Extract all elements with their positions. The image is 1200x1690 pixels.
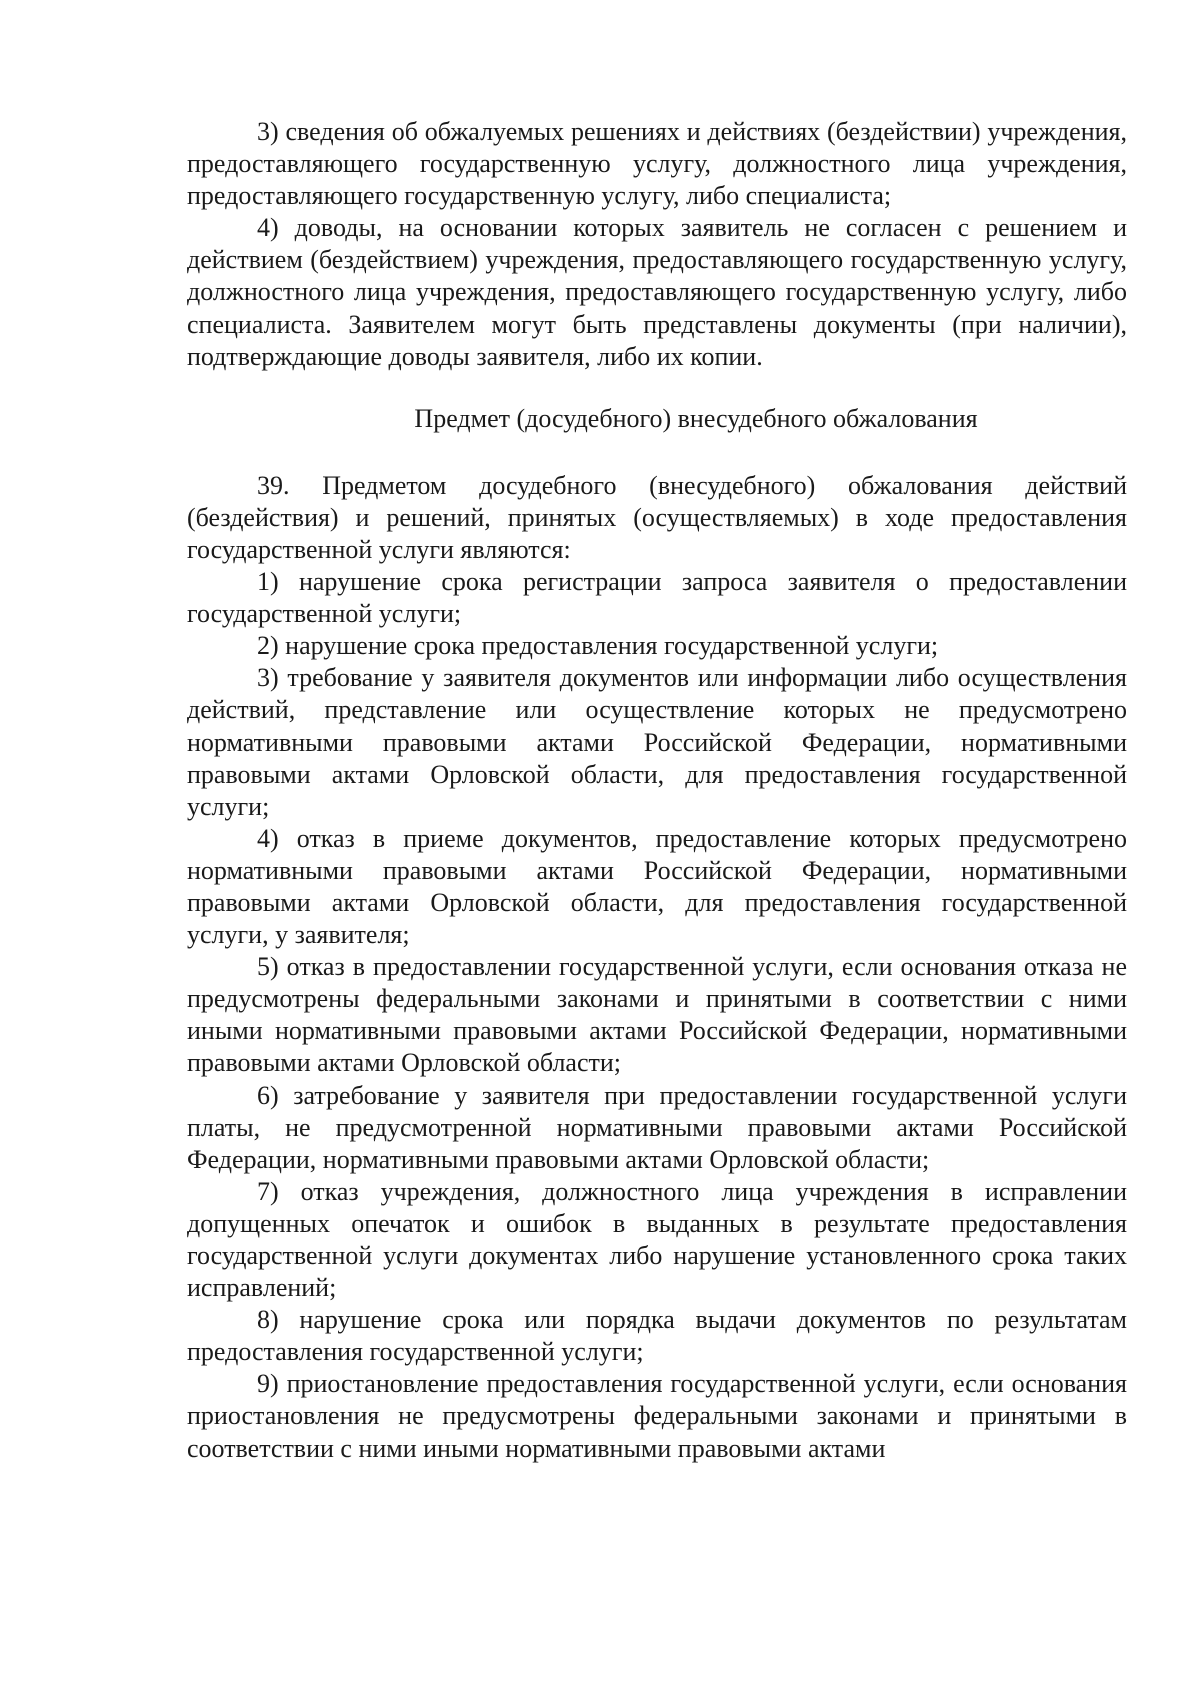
list-item-3: 3) требование у заявителя документов или информации либо осуществления действий, представление или осуществление которых не предусмотрено нормативными правовыми актами Российской Федерации, нормативными правовыми актами Орловской области, для предоставления государственной услуги;: [187, 663, 1127, 821]
paragraph-39: 39. Предметом досудебного (внесудебного) обжалования действий (бездействия) и решений, принятых (осуществляемых) в ходе предоставления государственной услуги являются:: [187, 470, 1127, 564]
list-item-2: 2) нарушение срока предоставления государственной услуги;: [257, 631, 939, 661]
list-item-7: 7) отказ учреждения, должностного лица учреждения в исправлении допущенных опечаток и ошибок в выданных в результате предоставления государственной услуги документах либо нарушение установленного срока таких исправлений;: [187, 1176, 1127, 1303]
list-item-5: 5) отказ в предоставлении государственной услуги, если основания отказа не предусмотрены федеральными законами и принятыми в соответствии с ними иными нормативными правовыми актами Российской Федерации, нормативными правовыми актами Орловской области;: [187, 952, 1127, 1078]
list-item-4: 4) отказ в приеме документов, предоставление которых предусмотрено нормативными правовыми актами Российской Федерации, нормативными правовыми актами Орловской области, для предоставления государственной услуги, у заявителя;: [187, 823, 1127, 950]
paragraph-item-4: 4) доводы, на основании которых заявитель не согласен с решением и действием (бездействием) учреждения, предоставляющего государственную услугу, должностного лица учреждения, предоставляющего государственную услугу, либо специалиста. Заявителем могут быть представлены документы (при наличии), подтверждающие доводы заявителя, либо их копии.: [187, 213, 1127, 371]
document-body: [187, 116, 1127, 1465]
list-item-8: 8) нарушение срока или порядка выдачи документов по результатам предоставления государственной услуги;: [187, 1305, 1127, 1367]
section-heading: Предмет (досудебного) внесудебного обжалования: [414, 403, 978, 433]
list-item-6: 6) затребование у заявителя при предоставлении государственной услуги платы, не предусмотренной нормативными правовыми актами Российской Федерации, нормативными правовыми актами Орловской области;: [187, 1080, 1127, 1174]
paragraph-item-3: 3) сведения об обжалуемых решениях и действиях (бездействии) учреждения, предоставляющего государственную услугу, должностного лица учреждения, предоставляющего государственную услугу, либо специалиста;: [187, 117, 1127, 211]
list-item-1: 1) нарушение срока регистрации запроса заявителя о предоставлении государственной услуги;: [187, 567, 1127, 629]
list-item-9: 9) приостановление предоставления государственной услуги, если основания приостановления не предусмотрены федеральными законами и принятыми в соответствии с ними иными нормативными правовыми актами: [187, 1369, 1127, 1463]
